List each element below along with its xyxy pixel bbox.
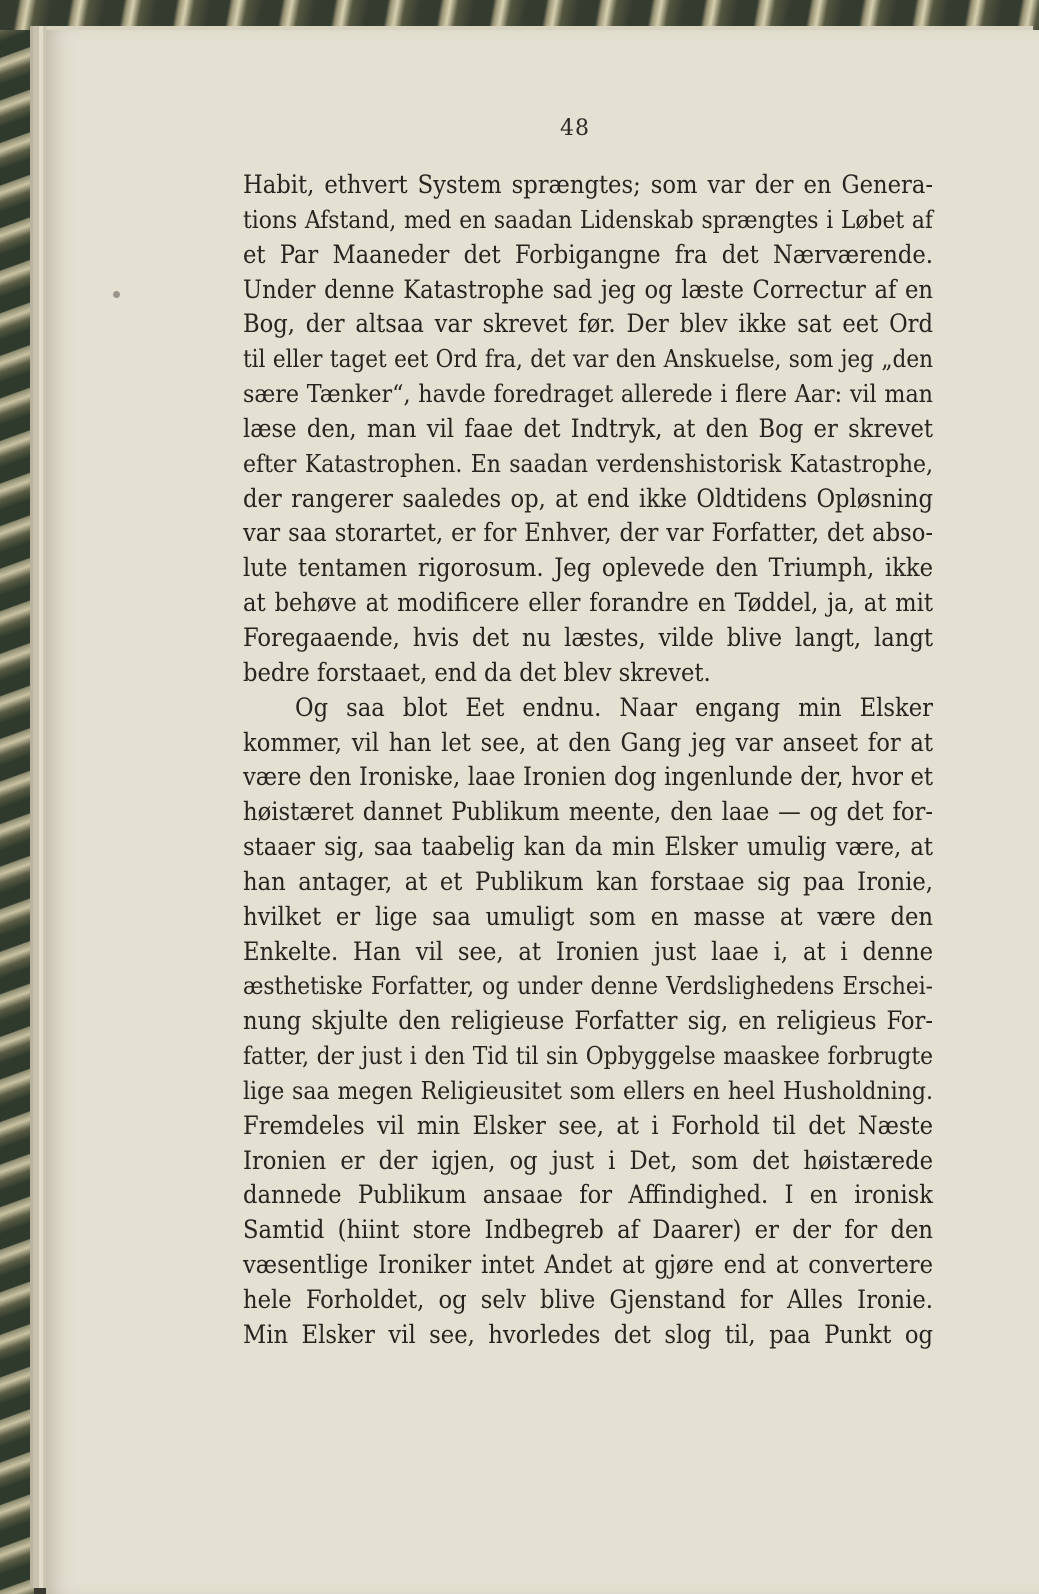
text-line: Fremdeles vil min Elsker see, at i Forhold til det Næste — [243, 1110, 933, 1140]
text-line: være den Ironiske, laae Ironien dog ingenlunde der, hvor et — [243, 762, 933, 792]
text-line: sære Tænker“, havde foredraget allerede i flere Aar: vil man — [243, 379, 933, 409]
text-line: nung skjulte den religieuse Forfatter sig, en religieus For- — [243, 1006, 933, 1036]
text-line: til eller taget eet Ord fra, det var den Anskuelse, som jeg „den — [243, 345, 933, 374]
text-line: Foregaaende, hvis det nu læstes, vilde blive langt, langt — [243, 622, 933, 652]
text-line: tions Afstand, med en saadan Lidenskab sprængtes i Løbet af — [243, 204, 933, 234]
text-line: Min Elsker vil see, hvorledes det slog til, paa Punkt og — [243, 1319, 933, 1349]
text-line: Habit, ethvert System sprængtes; som var der en Genera- — [243, 170, 933, 199]
text-line: kommer, vil han let see, at den Gang jeg var anseet for at — [243, 727, 933, 757]
text-line: staaer sig, saa taabelig kan da min Elsker umulig være, at — [243, 832, 933, 862]
text-line: høistæret dannet Publikum meente, den laae — og det for- — [243, 797, 933, 827]
text-line: Samtid (hiint store Indbegreb af Daarer) er der for den — [243, 1215, 933, 1245]
text-line: Bog, der altsaa var skrevet før. Der blev ikke sat eet Ord — [243, 309, 933, 339]
text-line: hvilket er lige saa umuligt som en masse at være den — [243, 901, 933, 931]
text-line: Ironien er der igjen, og just i Det, som det høistærede — [243, 1145, 933, 1175]
text-line: dannede Publikum ansaae for Affindighed. I en ironisk — [243, 1180, 933, 1210]
text-line: at behøve at modificere eller forandre en Tøddel, ja, at mit — [243, 588, 933, 618]
body-text — [243, 168, 933, 1353]
text-line: lute tentamen rigorosum. Jeg oplevede den Triumph, ikke — [243, 553, 933, 583]
text-line: han antager, at et Publikum kan forstaae sig paa Ironie, — [243, 866, 933, 896]
text-line: efter Katastrophen. En saadan verdenshistorisk Katastrophe, — [243, 448, 933, 478]
text-line: bedre forstaaet, end da det blev skrevet. — [243, 657, 711, 687]
text-line: væsentlige Ironiker intet Andet at gjøre end at convertere — [243, 1250, 933, 1280]
page-speck — [113, 291, 120, 298]
text-line: Og saa blot Eet endnu. Naar engang min Elsker — [295, 692, 933, 722]
text-line: der rangerer saaledes op, at end ikke Oldtidens Opløsning — [243, 483, 933, 513]
text-line: læse den, man vil faae det Indtryk, at den Bog er skrevet — [243, 413, 933, 443]
text-line: fatter, der just i den Tid til sin Opbyggelse maaskee forbrugte — [243, 1042, 933, 1071]
text-line: lige saa megen Religieusitet som ellers en heel Husholdning. — [243, 1075, 933, 1105]
text-line: et Par Maaneder det Forbigangne fra det Nærværende. — [243, 239, 933, 269]
text-line: Enkelte. Han vil see, at Ironien just laae i, at i denne — [243, 936, 933, 966]
text-line: var saa storartet, er for Enhver, der var Forfatter, det abso- — [243, 518, 933, 548]
text-line: æsthetiske Forfatter, og under denne Verdslighedens Erschei- — [243, 972, 933, 1001]
text-line: hele Forholdet, og selv blive Gjenstand for Alles Ironie. — [243, 1285, 933, 1314]
book-binding-left — [0, 0, 34, 1594]
text-line: Under denne Katastrophe sad jeg og læste Correctur af en — [243, 274, 933, 304]
page-number: 48 — [560, 116, 590, 141]
